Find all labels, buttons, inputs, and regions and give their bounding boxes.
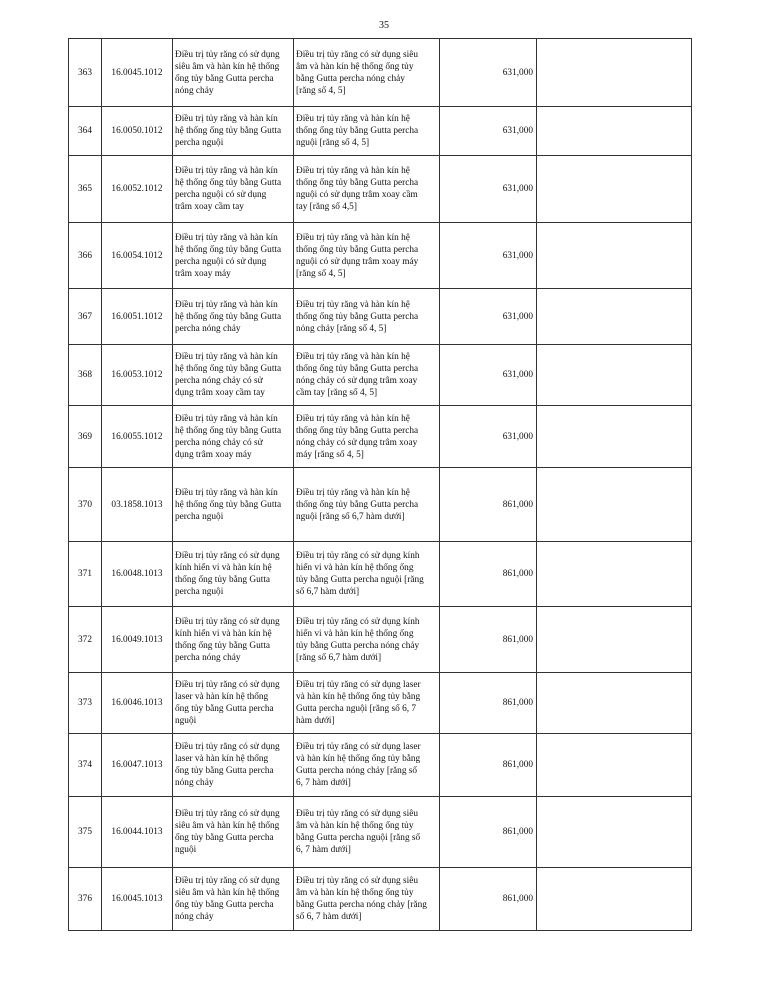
service-name-cell: Điều trị tủy răng và hàn kín hệ thống ống tủy bằng Gutta percha nóng chảy có sử dụng trâm xoay máy bbox=[173, 406, 294, 468]
service-code-cell: 03.1858.1013 bbox=[102, 468, 173, 542]
service-name-cell: Điều trị tủy răng và hàn kín hệ thống ống tủy bằng Gutta percha nóng chảy bbox=[173, 289, 294, 345]
table-row bbox=[69, 39, 692, 107]
table-row bbox=[69, 289, 692, 345]
row-number-cell: 363 bbox=[69, 39, 102, 107]
service-name-cell: Điều trị tủy răng có sử dụng siêu âm và hàn kín hệ thống ống tủy bằng Gutta percha nóng chảy bbox=[173, 39, 294, 107]
table-row bbox=[69, 223, 692, 289]
service-description-cell: Điều trị tủy răng và hàn kín hệ thống ống tủy bằng Gutta percha nóng chảy [răng số 4, 5] bbox=[294, 289, 440, 345]
row-number-cell: 368 bbox=[69, 345, 102, 406]
price-cell: 861,000 bbox=[440, 734, 537, 797]
row-number-cell: 371 bbox=[69, 542, 102, 607]
row-number-cell: 372 bbox=[69, 607, 102, 673]
price-cell: 861,000 bbox=[440, 797, 537, 868]
service-name-cell: Điều trị tủy răng có sử dụng kính hiển vi và hàn kín hệ thống ống tủy bằng Gutta percha nóng chảy bbox=[173, 607, 294, 673]
price-cell: 631,000 bbox=[440, 156, 537, 223]
service-code-cell: 16.0053.1012 bbox=[102, 345, 173, 406]
note-cell bbox=[537, 734, 692, 797]
service-description-cell: Điều trị tủy răng có sử dụng siêu âm và hàn kín hệ thống ống tủy bằng Gutta percha nóng chảy [răng số 6, 7 hàm dưới] bbox=[294, 868, 440, 931]
note-cell bbox=[537, 406, 692, 468]
note-cell bbox=[537, 673, 692, 734]
service-description-cell: Điều trị tủy răng có sử dụng kính hiển vi và hàn kín hệ thống ống tủy bằng Gutta percha nguội [răng số 6,7 hàm dưới] bbox=[294, 542, 440, 607]
note-cell bbox=[537, 107, 692, 156]
row-number-cell: 367 bbox=[69, 289, 102, 345]
price-cell: 631,000 bbox=[440, 289, 537, 345]
service-name-cell: Điều trị tủy răng và hàn kín hệ thống ống tủy bằng Gutta percha nóng chảy có sử dụng trâm xoay cầm tay bbox=[173, 345, 294, 406]
row-number-cell: 364 bbox=[69, 107, 102, 156]
service-code-cell: 16.0045.1013 bbox=[102, 868, 173, 931]
service-code-cell: 16.0051.1012 bbox=[102, 289, 173, 345]
page-number: 35 bbox=[379, 20, 389, 31]
table-body bbox=[69, 39, 692, 931]
table-row bbox=[69, 107, 692, 156]
service-name-cell: Điều trị tủy răng và hàn kín hệ thống ống tủy bằng Gutta percha nguội bbox=[173, 468, 294, 542]
service-name-cell: Điều trị tủy răng và hàn kín hệ thống ống tủy bằng Gutta percha nguội có sử dụng trâm xoay máy bbox=[173, 223, 294, 289]
service-name-cell: Điều trị tủy răng có sử dụng kính hiển vi và hàn kín hệ thống ống tủy bằng Gutta percha nguội bbox=[173, 542, 294, 607]
price-cell: 631,000 bbox=[440, 107, 537, 156]
service-code-cell: 16.0054.1012 bbox=[102, 223, 173, 289]
service-description-cell: Điều trị tủy răng có sử dụng laser và hàn kín hệ thống ống tủy bằng Gutta percha nguội [răng số 6, 7 hàm dưới] bbox=[294, 673, 440, 734]
service-name-cell: Điều trị tủy răng có sử dụng laser và hàn kín hệ thống ống tủy bằng Gutta percha nguội bbox=[173, 673, 294, 734]
service-description-cell: Điều trị tủy răng có sử dụng laser và hàn kín hệ thống ống tủy bằng Gutta percha nóng chảy [răng số 6, 7 hàm dưới] bbox=[294, 734, 440, 797]
table-row bbox=[69, 734, 692, 797]
service-description-cell: Điều trị tủy răng và hàn kín hệ thống ống tủy bằng Gutta percha nguội có sử dụng trâm xoay cầm tay [răng số 4,5] bbox=[294, 156, 440, 223]
service-description-cell: Điều trị tủy răng và hàn kín hệ thống ống tủy bằng Gutta percha nguội [răng số 4, 5] bbox=[294, 107, 440, 156]
note-cell bbox=[537, 345, 692, 406]
service-description-cell: Điều trị tủy răng có sử dụng siêu âm và hàn kín hệ thống ống tủy bằng Gutta percha nguội [răng số 6, 7 hàm dưới] bbox=[294, 797, 440, 868]
table-row bbox=[69, 156, 692, 223]
price-cell: 631,000 bbox=[440, 39, 537, 107]
row-number-cell: 376 bbox=[69, 868, 102, 931]
price-cell: 631,000 bbox=[440, 406, 537, 468]
price-cell: 861,000 bbox=[440, 542, 537, 607]
service-code-cell: 16.0048.1013 bbox=[102, 542, 173, 607]
table-row bbox=[69, 673, 692, 734]
price-cell: 631,000 bbox=[440, 223, 537, 289]
service-description-cell: Điều trị tủy răng và hàn kín hệ thống ống tủy bằng Gutta percha nóng chảy có sử dụng trâm xoay cầm tay [răng số 4, 5] bbox=[294, 345, 440, 406]
service-description-cell: Điều trị tủy răng và hàn kín hệ thống ống tủy bằng Gutta percha nguội [răng số 6,7 hàm dưới] bbox=[294, 468, 440, 542]
service-code-cell: 16.0047.1013 bbox=[102, 734, 173, 797]
service-code-cell: 16.0055.1012 bbox=[102, 406, 173, 468]
table-row bbox=[69, 797, 692, 868]
service-description-cell: Điều trị tủy răng và hàn kín hệ thống ống tủy bằng Gutta percha nguội có sử dụng trâm xoay máy [răng số 4, 5] bbox=[294, 223, 440, 289]
service-code-cell: 16.0050.1012 bbox=[102, 107, 173, 156]
service-description-cell: Điều trị tủy răng và hàn kín hệ thống ống tủy bằng Gutta percha nóng chảy có sử dụng trâm xoay máy [răng số 4, 5] bbox=[294, 406, 440, 468]
note-cell bbox=[537, 39, 692, 107]
row-number-cell: 373 bbox=[69, 673, 102, 734]
row-number-cell: 365 bbox=[69, 156, 102, 223]
service-name-cell: Điều trị tủy răng và hàn kín hệ thống ống tủy bằng Gutta percha nguội bbox=[173, 107, 294, 156]
price-cell: 631,000 bbox=[440, 345, 537, 406]
service-name-cell: Điều trị tủy răng và hàn kín hệ thống ống tủy bằng Gutta percha nguội có sử dụng trâm xoay cầm tay bbox=[173, 156, 294, 223]
service-description-cell: Điều trị tủy răng có sử dụng kính hiển vi và hàn kín hệ thống ống tủy bằng Gutta percha nóng chảy [răng số 6,7 hàm dưới] bbox=[294, 607, 440, 673]
service-name-cell: Điều trị tủy răng có sử dụng laser và hàn kín hệ thống ống tủy bằng Gutta percha nóng chảy bbox=[173, 734, 294, 797]
table-row bbox=[69, 868, 692, 931]
service-name-cell: Điều trị tủy răng có sử dụng siêu âm và hàn kín hệ thống ống tủy bằng Gutta percha nóng chảy bbox=[173, 868, 294, 931]
price-cell: 861,000 bbox=[440, 468, 537, 542]
service-description-cell: Điều trị tủy răng có sử dụng siêu âm và hàn kín hệ thống ống tủy bằng Gutta percha nóng chảy [răng số 4, 5] bbox=[294, 39, 440, 107]
table-row bbox=[69, 406, 692, 468]
service-code-cell: 16.0046.1013 bbox=[102, 673, 173, 734]
note-cell bbox=[537, 289, 692, 345]
service-code-cell: 16.0052.1012 bbox=[102, 156, 173, 223]
table-row bbox=[69, 542, 692, 607]
service-code-cell: 16.0045.1012 bbox=[102, 39, 173, 107]
table-row bbox=[69, 468, 692, 542]
service-code-cell: 16.0049.1013 bbox=[102, 607, 173, 673]
note-cell bbox=[537, 542, 692, 607]
note-cell bbox=[537, 223, 692, 289]
row-number-cell: 374 bbox=[69, 734, 102, 797]
row-number-cell: 375 bbox=[69, 797, 102, 868]
price-table bbox=[68, 38, 692, 931]
table-row bbox=[69, 607, 692, 673]
note-cell bbox=[537, 468, 692, 542]
service-code-cell: 16.0044.1013 bbox=[102, 797, 173, 868]
note-cell bbox=[537, 868, 692, 931]
price-cell: 861,000 bbox=[440, 673, 537, 734]
row-number-cell: 366 bbox=[69, 223, 102, 289]
note-cell bbox=[537, 797, 692, 868]
note-cell bbox=[537, 607, 692, 673]
row-number-cell: 370 bbox=[69, 468, 102, 542]
row-number-cell: 369 bbox=[69, 406, 102, 468]
price-cell: 861,000 bbox=[440, 607, 537, 673]
price-cell: 861,000 bbox=[440, 868, 537, 931]
service-name-cell: Điều trị tủy răng có sử dụng siêu âm và hàn kín hệ thống ống tủy bằng Gutta percha nguội bbox=[173, 797, 294, 868]
table-row bbox=[69, 345, 692, 406]
note-cell bbox=[537, 156, 692, 223]
